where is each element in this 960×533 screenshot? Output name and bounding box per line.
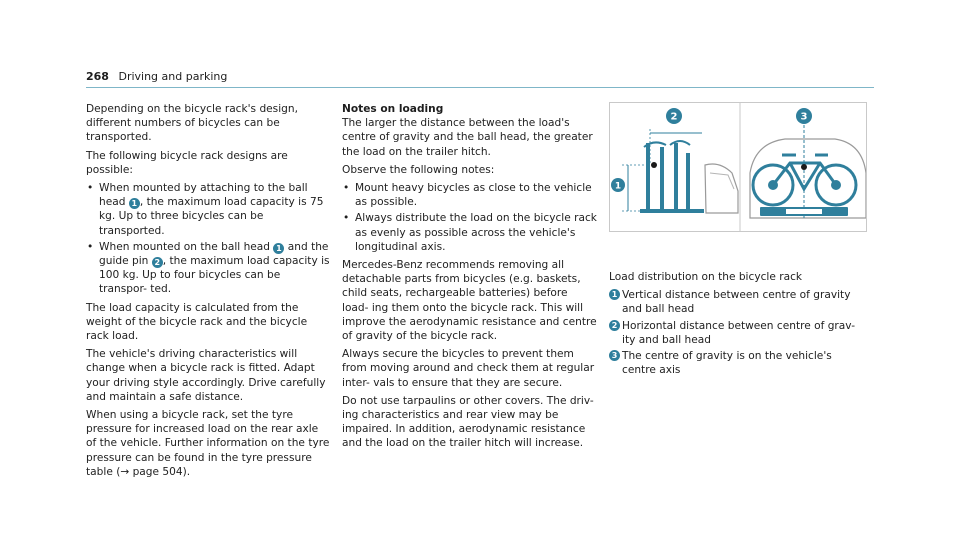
column-left [86, 102, 330, 483]
notes-list [342, 181, 597, 254]
bullet: • [87, 182, 94, 195]
callout-badge: 3 [609, 350, 620, 361]
list-text: Mount heavy bicycles as close to the vehicle as possible. [355, 182, 592, 209]
driving-paragraph: The vehicle's driving characteristics will change when a bicycle rack is fitted. Adapt your driving style accordingly. Drive carefully and maintain a safe distance. [86, 348, 326, 403]
paragraph: Always secure the bicycles to prevent them from moving around and check them at regular inter- vals to ensure that they are secure. [342, 348, 595, 389]
list-text: , the maximum load capacity is 100 kg. Up to four bicycles can be transpor- ted. [99, 255, 330, 296]
legend-item [609, 319, 867, 347]
callout-badge: 2 [152, 257, 163, 268]
legend-item [609, 288, 867, 316]
list-item [86, 240, 330, 297]
paragraph: Do not use tarpaulins or other covers. The driv- ing characteristics and rear view may be impaired. In addition, aerodynamic resistance and the load on the trailer hitch will increase. [342, 394, 594, 450]
list-text: When mounted on the ball head [99, 240, 271, 253]
page-number: 268 [86, 70, 109, 83]
list-text: and the guide pin [99, 240, 329, 268]
section-heading: Notes on loading [342, 103, 444, 115]
rack-design-list [86, 181, 330, 297]
figure-badge-1: 1 [614, 181, 622, 192]
bullet: • [87, 240, 94, 253]
figure-badge-3: 3 [800, 111, 808, 123]
bullet: • [343, 182, 350, 195]
designs-intro: The following bicycle rack designs are possible: [86, 149, 288, 176]
section-title: Driving and parking [118, 70, 228, 83]
bullet: • [343, 212, 350, 225]
header-divider [86, 87, 874, 88]
list-text: Always distribute the load on the bicycle rack as evenly as possible across the vehicle's longitudinal axis. [355, 212, 597, 253]
illustration-svg [610, 103, 867, 232]
callout-badge: 1 [129, 198, 140, 209]
legend-text: Vertical distance between centre of gravity and ball head [622, 289, 851, 316]
callout-badge: 1 [273, 243, 284, 254]
list-item [86, 181, 330, 238]
paragraph: Mercedes-Benz recommends removing all detachable parts from bicycles (e.g. baskets, child seats, rechargeable batteries) before load- ing them onto the bicycle rack. This will improve the aerodynamic resistance and centre of gravity of the bicycle rack. [342, 259, 597, 343]
callout-badge: 1 [609, 289, 620, 300]
tyre-paragraph: When using a bicycle rack, set the tyre pressure for increased load on the rear axle of the vehicle. Further information on the tyre pressure can be found in the tyre pressure table (→ page 504). [86, 409, 330, 478]
legend-text: The centre of gravity is on the vehicle's centre axis [622, 350, 832, 377]
figure-badge-2: 2 [670, 111, 678, 123]
figure-caption: Load distribution on the bicycle rack [609, 271, 803, 283]
load-capacity-paragraph: The load capacity is calculated from the weight of the bicycle rack and the bicycle rack load. [86, 301, 308, 343]
page-header [86, 70, 227, 83]
column-right [609, 102, 867, 379]
legend-text: Horizontal distance between centre of grav- ity and ball head [622, 319, 856, 346]
callout-badge: 2 [609, 320, 620, 331]
intro-paragraph: Depending on the bicycle rack's design, different numbers of bicycles can be transported. [86, 103, 298, 144]
bicycle-rack-illustration [609, 102, 867, 232]
list-text: When mounted by attaching to the ball head [99, 182, 308, 209]
list-text: , the maximum load capacity is 75 kg. Up to three bicycles can be transported. [99, 196, 324, 237]
rear-view [750, 108, 866, 218]
list-item [342, 181, 597, 209]
legend-item [609, 349, 867, 377]
figure-legend [609, 288, 867, 377]
column-middle [342, 102, 597, 455]
paragraph: Observe the following notes: [342, 163, 495, 176]
list-item [342, 211, 597, 254]
paragraph: The larger the distance between the load's centre of gravity and the ball head, the greater the load on the trailer hitch. [342, 117, 593, 158]
